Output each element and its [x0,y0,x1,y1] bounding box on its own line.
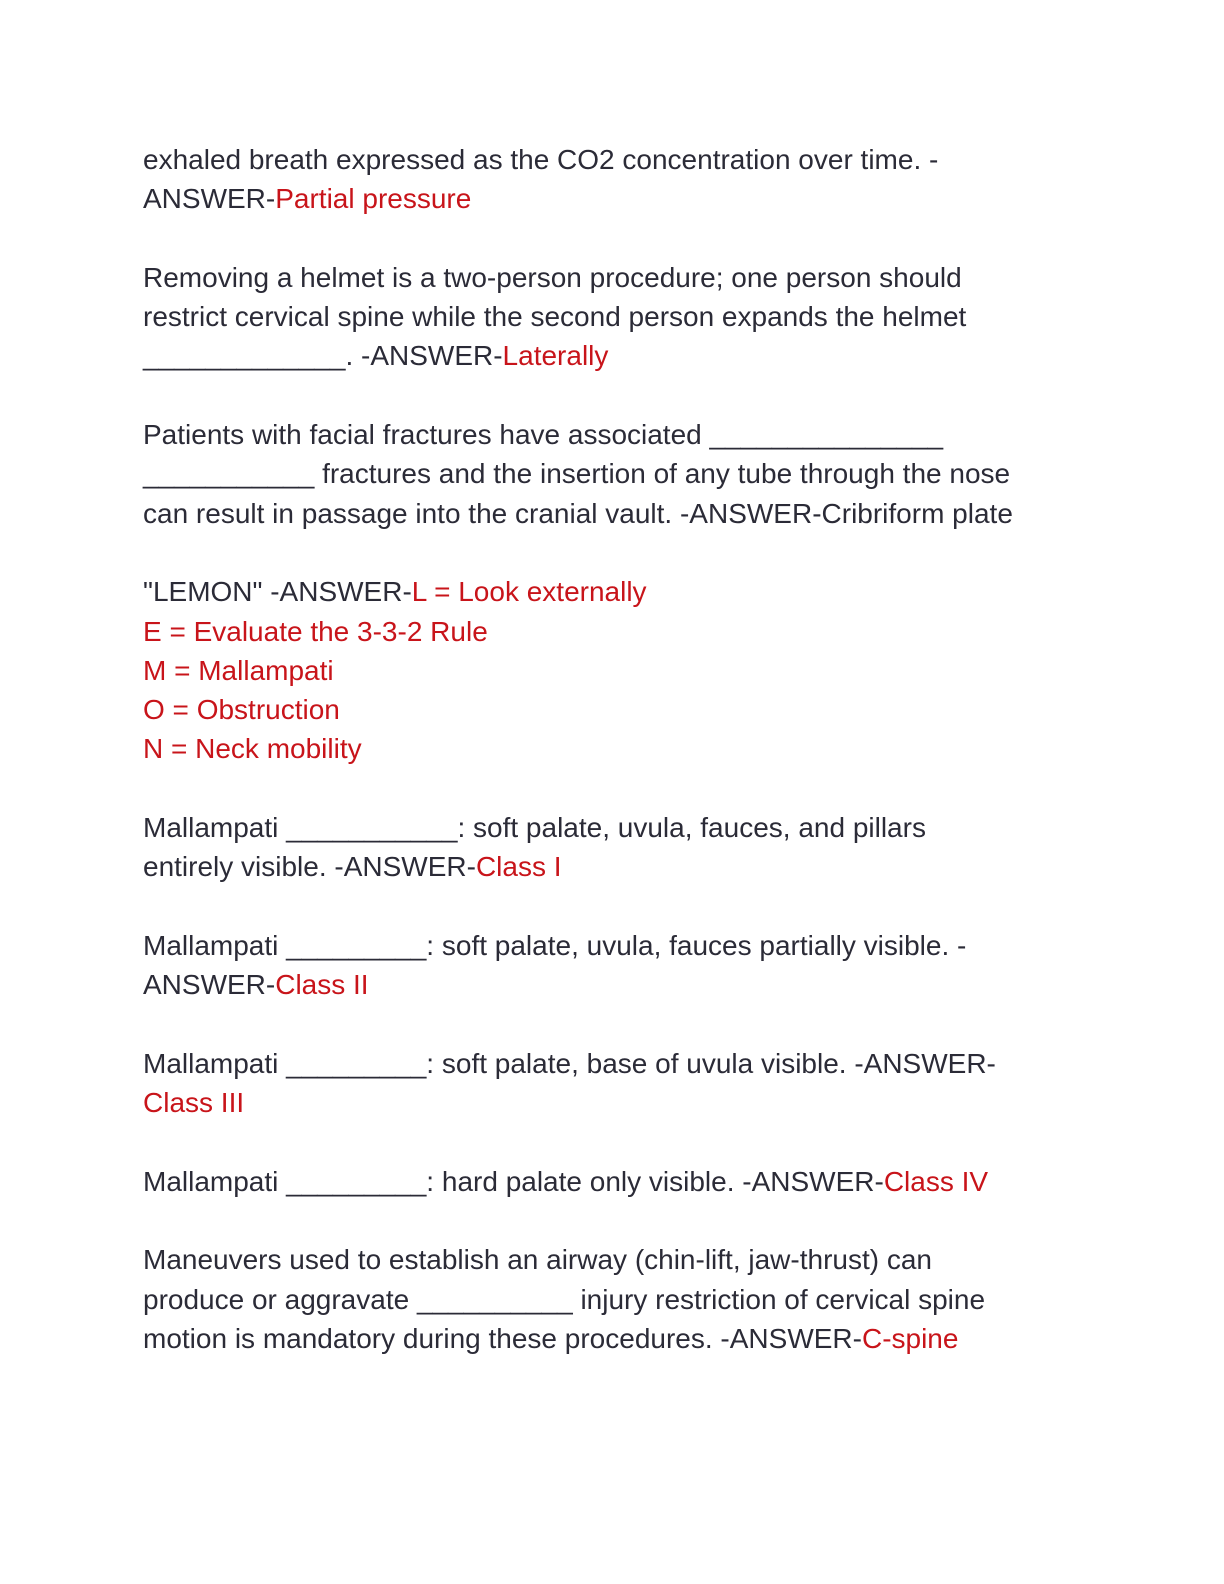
text-line [143,297,1103,336]
qa-block [143,1240,1103,1358]
text-line [143,336,1103,375]
answer-text: Partial pressure [275,183,472,215]
text-line [143,1083,1103,1122]
text-line [143,572,1103,611]
text-line [143,494,1103,533]
qa-block [143,258,1103,376]
question-text: _____________. -ANSWER- [143,340,503,372]
qa-block [143,808,1103,887]
text-line [143,1044,1103,1083]
text-line [143,179,1103,218]
document-page [143,140,1103,1398]
question-text: Removing a helmet is a two-person procedure; one person should [143,261,962,293]
answer-text: Class III [143,1087,245,1119]
text-line [143,1240,1103,1279]
qa-block [143,415,1103,533]
text-line [143,1319,1103,1358]
question-text: Mallampati ___________: soft palate, uvula, fauces, and pillars [143,812,926,844]
question-text: Mallampati _________: soft palate, base of uvula visible. -ANSWER- [143,1047,996,1079]
question-text: ___________ fractures and the insertion of any tube through the nose [143,458,1011,490]
text-line [143,651,1103,690]
text-line [143,690,1103,729]
text-line [143,1162,1103,1201]
question-text: Patients with facial fractures have associated _______________ [143,419,944,451]
text-line [143,847,1103,886]
text-line [143,140,1103,179]
text-line [143,415,1103,454]
qa-block [143,140,1103,219]
answer-text: Class IV [883,1165,989,1197]
question-text: ANSWER- [143,969,276,1001]
question-text: motion is mandatory during these procedures. -ANSWER- [143,1322,862,1354]
text-line [143,612,1103,651]
question-text: Maneuvers used to establish an airway (chin-lift, jaw-thrust) can [143,1244,933,1276]
qa-block [143,572,1103,768]
answer-text: C-spine [861,1322,959,1354]
answer-text: Class I [475,851,562,883]
answer-text: N = Neck mobility [143,733,362,765]
text-line [143,965,1103,1004]
question-text: Mallampati _________: hard palate only visible. -ANSWER- [143,1165,884,1197]
text-line [143,1280,1103,1319]
question-text: ANSWER- [143,183,276,215]
answer-text: L = Look externally [411,576,647,608]
question-text: can result in passage into the cranial vault. -ANSWER-Cribriform plate [143,497,1013,529]
question-text: Mallampati _________: soft palate, uvula, fauces partially visible. - [143,929,967,961]
qa-block [143,926,1103,1005]
answer-text: Class II [275,969,369,1001]
answer-text: M = Mallampati [143,654,334,686]
question-text: produce or aggravate __________ injury restriction of cervical spine [143,1283,986,1315]
answer-text: O = Obstruction [143,694,340,726]
answer-text: E = Evaluate the 3-3-2 Rule [143,615,488,647]
qa-block [143,1044,1103,1123]
text-line [143,258,1103,297]
text-line [143,808,1103,847]
question-text: "LEMON" -ANSWER- [143,576,412,608]
question-text: exhaled breath expressed as the CO2 concentration over time. - [143,144,939,175]
text-line [143,729,1103,768]
question-text: entirely visible. -ANSWER- [143,851,476,883]
answer-text: Laterally [502,340,609,372]
text-line [143,926,1103,965]
text-line [143,454,1103,493]
question-text: restrict cervical spine while the second person expands the helmet [143,301,967,333]
qa-block [143,1162,1103,1201]
